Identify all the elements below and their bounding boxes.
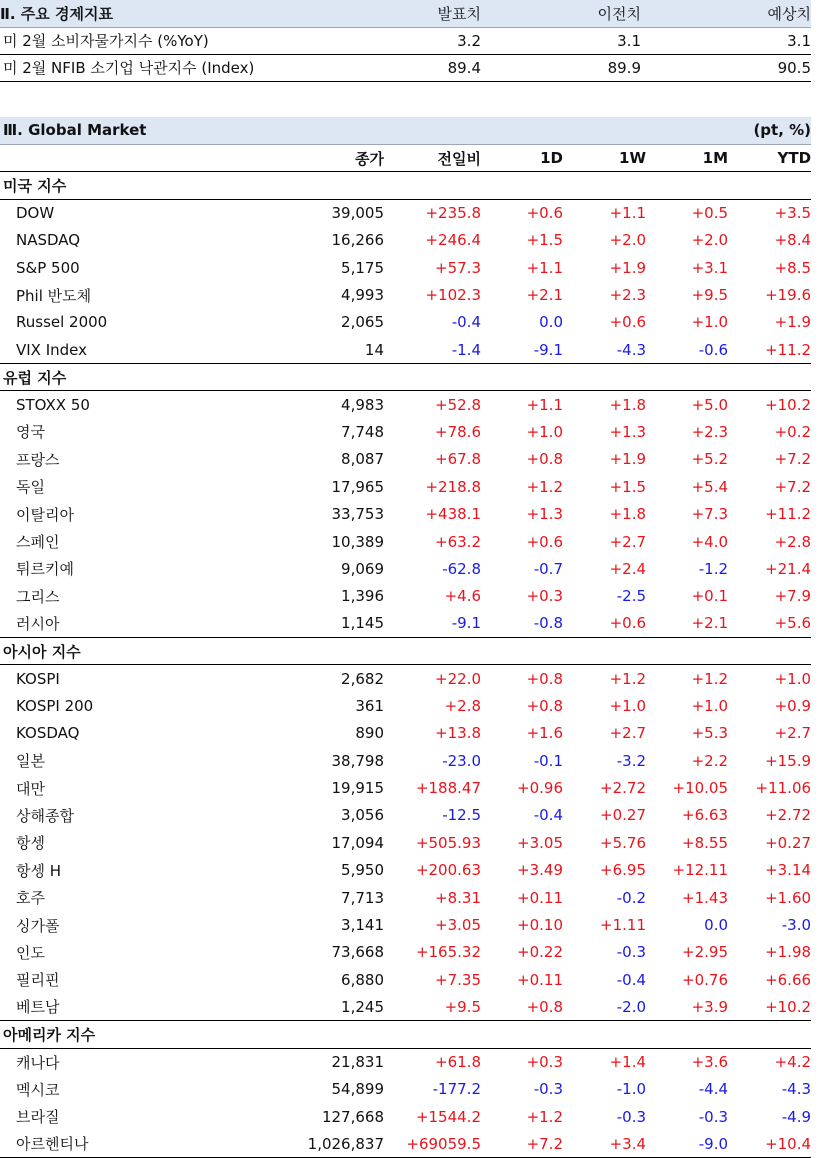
w1-value: +1.9 xyxy=(609,450,647,469)
index-row xyxy=(0,1103,811,1130)
change-value: +200.63 xyxy=(415,861,481,880)
index-row xyxy=(0,199,811,226)
change-value: +13.8 xyxy=(435,724,481,743)
ytd-value: +7.2 xyxy=(774,450,812,469)
m1-value: -1.2 xyxy=(698,559,729,578)
m1-value: +0.76 xyxy=(682,970,729,989)
change-value: +246.4 xyxy=(425,231,481,250)
index-name: 러시아 xyxy=(0,610,160,637)
d1-value: -0.8 xyxy=(481,610,563,637)
w1-value: +1.8 xyxy=(609,505,647,524)
index-name: 독일 xyxy=(16,478,45,497)
section-header-row xyxy=(0,364,811,391)
index-name: 캐나다 xyxy=(16,1053,60,1072)
section-title: 아시아 지수 xyxy=(0,637,811,664)
ytd-value: +11.2 xyxy=(765,505,812,524)
change-value: +102.3 xyxy=(425,286,481,305)
index-name: 아르헨티나 xyxy=(0,1130,160,1157)
change-value: +8.31 xyxy=(435,888,481,907)
close-value: 73,668 xyxy=(331,943,384,962)
w1-value: +2.7 xyxy=(609,724,647,743)
ytd-value: +15.9 xyxy=(765,751,812,770)
ytd-value: +2.8 xyxy=(774,532,812,551)
d1-value: +0.11 xyxy=(517,970,563,989)
close-value: 1,245 xyxy=(160,994,384,1021)
change-value: +61.8 xyxy=(435,1053,481,1072)
change-value: -12.5 xyxy=(442,806,481,825)
w1-value: +1.2 xyxy=(609,669,647,688)
indicators-title: Ⅱ. 주요 경제지표 xyxy=(0,0,286,27)
d1-value: -0.3 xyxy=(533,1080,563,1099)
m1-value: +1.43 xyxy=(682,888,729,907)
index-row xyxy=(0,720,811,747)
w1-value: -2.0 xyxy=(563,994,646,1021)
change-value: +22.0 xyxy=(435,669,481,688)
d1-value: -0.1 xyxy=(533,751,563,770)
change-value: +3.05 xyxy=(435,916,481,935)
ytd-value: +0.2 xyxy=(774,422,812,441)
ytd-value: +3.14 xyxy=(765,861,812,880)
change-value: +218.8 xyxy=(425,477,481,496)
index-row xyxy=(0,774,811,801)
w1-value: +1.8 xyxy=(609,395,647,414)
close-value: 54,899 xyxy=(331,1080,384,1099)
index-name: 스페인 xyxy=(16,533,60,552)
d1-value: +1.3 xyxy=(526,505,563,524)
index-row xyxy=(0,227,811,254)
ytd-value: +1.60 xyxy=(765,888,812,907)
index-name: KOSPI 200 xyxy=(16,696,94,715)
market-column-header xyxy=(0,144,811,171)
w1-value: -0.3 xyxy=(616,943,647,962)
m1-value: -0.6 xyxy=(646,336,728,363)
d1-value: +0.6 xyxy=(526,532,563,551)
index-name: 인도 xyxy=(16,943,45,962)
index-row xyxy=(0,1130,811,1157)
close-value: 17,094 xyxy=(331,833,384,852)
index-row xyxy=(0,254,811,281)
change-value: +235.8 xyxy=(425,204,481,223)
d1-value: +1.1 xyxy=(526,258,563,277)
section-title: 아메리카 지수 xyxy=(0,1021,811,1048)
close-value: 1,026,837 xyxy=(160,1130,384,1157)
change-value: +63.2 xyxy=(435,532,481,551)
index-name: 베트남 xyxy=(0,994,160,1021)
index-row xyxy=(0,665,811,692)
m1-value: +3.1 xyxy=(691,258,729,277)
index-name: 필리핀 xyxy=(16,971,60,990)
d1-value: +0.22 xyxy=(517,943,563,962)
m1-value: -4.4 xyxy=(698,1080,729,1099)
ytd-value: +5.6 xyxy=(728,610,811,637)
change-value: +438.1 xyxy=(425,505,481,524)
index-name: S&P 500 xyxy=(16,258,80,277)
d1-value: +1.1 xyxy=(526,395,563,414)
close-value: 39,005 xyxy=(331,204,384,223)
d1-value: +0.10 xyxy=(517,916,563,935)
close-value: 5,175 xyxy=(341,258,384,277)
ytd-value: -4.9 xyxy=(781,1107,812,1126)
w1-value: +1.5 xyxy=(609,477,647,496)
index-row xyxy=(0,911,811,938)
index-name: 항셍 H xyxy=(16,861,62,880)
m1-value: +1.0 xyxy=(691,696,729,715)
index-row xyxy=(0,391,811,418)
close-value: 33,753 xyxy=(331,505,384,524)
index-row xyxy=(0,583,811,610)
index-name: 상해종합 xyxy=(16,806,74,825)
m1-value: +0.1 xyxy=(691,587,729,606)
index-name: 일본 xyxy=(16,752,45,771)
close-value: 21,831 xyxy=(331,1053,384,1072)
index-name: VIX Index xyxy=(0,336,160,363)
index-row xyxy=(0,528,811,555)
ytd-value: +2.72 xyxy=(765,806,812,825)
ytd-value: +11.06 xyxy=(755,779,812,798)
w1-value: +1.1 xyxy=(609,204,647,223)
change-value: +188.47 xyxy=(415,779,481,798)
index-name: 그리스 xyxy=(16,587,60,606)
change-value: +1544.2 xyxy=(415,1107,481,1126)
m1-value: +5.4 xyxy=(691,477,729,496)
close-value: 16,266 xyxy=(331,231,384,250)
indicator-announced: 3.2 xyxy=(286,27,481,54)
close-value: 3,056 xyxy=(341,806,384,825)
change-value: -1.4 xyxy=(384,336,481,363)
close-value: 2,065 xyxy=(341,313,384,332)
index-row xyxy=(0,336,811,363)
indicator-previous: 3.1 xyxy=(481,27,641,54)
m1-value: 0.0 xyxy=(704,916,729,935)
close-value: 5,950 xyxy=(341,861,384,880)
index-row xyxy=(0,555,811,582)
close-value: 10,389 xyxy=(331,532,384,551)
close-value: 890 xyxy=(355,724,384,743)
index-name: 튀르키예 xyxy=(16,560,74,579)
d1-value: 0.0 xyxy=(539,313,563,332)
m1-value: +6.63 xyxy=(682,806,729,825)
section-header-row xyxy=(0,637,811,664)
section-title: 유럽 지수 xyxy=(0,364,811,391)
d1-value: +3.05 xyxy=(517,833,563,852)
m1-value: +2.3 xyxy=(691,422,729,441)
w1-value: +2.3 xyxy=(609,286,647,305)
index-row xyxy=(0,994,811,1021)
w1-value: -2.5 xyxy=(616,587,647,606)
ytd-value: +10.2 xyxy=(765,395,812,414)
index-row xyxy=(0,1048,811,1075)
section-header-row xyxy=(0,1021,811,1048)
close-value: 14 xyxy=(160,336,384,363)
index-name: DOW xyxy=(16,204,55,223)
change-value: -9.1 xyxy=(384,610,481,637)
d1-value: +1.0 xyxy=(526,422,563,441)
m1-value: +3.9 xyxy=(646,994,728,1021)
economic-indicators-table xyxy=(0,0,811,82)
w1-value: +1.3 xyxy=(609,422,647,441)
w1-value: +1.9 xyxy=(609,258,647,277)
change-value: +2.8 xyxy=(444,696,481,715)
w1-value: +0.6 xyxy=(609,313,647,332)
index-name: STOXX 50 xyxy=(16,395,90,414)
close-value: 7,713 xyxy=(341,888,384,907)
w1-value: +5.76 xyxy=(600,833,647,852)
m1-value: +8.55 xyxy=(682,833,729,852)
w1-value: +2.4 xyxy=(609,559,647,578)
market-title-row xyxy=(0,117,811,144)
index-name: 대만 xyxy=(16,779,45,798)
index-name: 브라질 xyxy=(16,1108,60,1127)
indicators-header xyxy=(0,0,811,27)
col-ytd: YTD xyxy=(728,144,811,171)
m1-value: +2.2 xyxy=(691,751,729,770)
w1-value: +3.4 xyxy=(563,1130,646,1157)
m1-value: +9.5 xyxy=(691,286,729,305)
close-value: 9,069 xyxy=(341,559,384,578)
close-value: 127,668 xyxy=(321,1107,384,1126)
index-name: 영국 xyxy=(16,423,45,442)
indicator-announced: 89.4 xyxy=(286,54,481,81)
index-row xyxy=(0,500,811,527)
ytd-value: +7.9 xyxy=(774,587,812,606)
indicator-name: 미 2월 소비자물가지수 (%YoY) xyxy=(0,27,286,54)
d1-value: +2.1 xyxy=(526,286,563,305)
change-value: -62.8 xyxy=(442,559,481,578)
d1-value: -0.7 xyxy=(533,559,563,578)
d1-value: +0.6 xyxy=(526,204,563,223)
m1-value: +5.0 xyxy=(691,395,729,414)
m1-value: +2.1 xyxy=(646,610,728,637)
market-title: Ⅲ. Global Market xyxy=(0,117,646,144)
w1-value: +1.0 xyxy=(609,696,647,715)
index-name: NASDAQ xyxy=(16,231,81,250)
indicator-previous: 89.9 xyxy=(481,54,641,81)
ytd-value: +0.9 xyxy=(774,696,812,715)
ytd-value: +8.5 xyxy=(774,258,812,277)
index-name: 싱가폴 xyxy=(16,916,60,935)
col-close: 종가 xyxy=(160,144,384,171)
change-value: +9.5 xyxy=(384,994,481,1021)
index-row xyxy=(0,884,811,911)
col-1w: 1W xyxy=(563,144,646,171)
ytd-value: +8.4 xyxy=(774,231,812,250)
global-market-table xyxy=(0,117,811,1158)
ytd-value: +1.9 xyxy=(774,313,812,332)
d1-value: +0.8 xyxy=(481,994,563,1021)
index-row xyxy=(0,857,811,884)
ytd-value: +10.2 xyxy=(728,994,811,1021)
change-value: +52.8 xyxy=(435,395,481,414)
w1-value: -3.2 xyxy=(616,751,647,770)
change-value: -177.2 xyxy=(432,1080,481,1099)
close-value: 38,798 xyxy=(331,751,384,770)
d1-value: -9.1 xyxy=(481,336,563,363)
d1-value: +0.8 xyxy=(526,696,563,715)
col-previous: 이전치 xyxy=(481,0,641,27)
section-title: 미국 지수 xyxy=(0,172,811,199)
indicator-row xyxy=(0,27,811,54)
change-value: +165.32 xyxy=(415,943,481,962)
close-value: 19,915 xyxy=(331,779,384,798)
index-row xyxy=(0,418,811,445)
m1-value: -0.3 xyxy=(698,1107,729,1126)
ytd-value: +2.7 xyxy=(774,724,812,743)
d1-value: +0.11 xyxy=(517,888,563,907)
change-value: -23.0 xyxy=(442,751,481,770)
ytd-value: +4.2 xyxy=(774,1053,812,1072)
indicator-row xyxy=(0,54,811,81)
ytd-value: -3.0 xyxy=(781,916,812,935)
ytd-value: +11.2 xyxy=(728,336,811,363)
col-forecast: 예상치 xyxy=(641,0,811,27)
d1-value: +1.2 xyxy=(526,477,563,496)
ytd-value: -4.3 xyxy=(781,1080,812,1099)
change-value: +67.8 xyxy=(435,450,481,469)
w1-value: -4.3 xyxy=(563,336,646,363)
ytd-value: +0.27 xyxy=(765,833,812,852)
d1-value: +1.5 xyxy=(526,231,563,250)
w1-value: -1.0 xyxy=(616,1080,647,1099)
m1-value: +1.0 xyxy=(691,313,729,332)
change-value: +57.3 xyxy=(435,258,481,277)
ytd-value: +10.4 xyxy=(728,1130,811,1157)
index-row xyxy=(0,829,811,856)
m1-value: +7.3 xyxy=(691,505,729,524)
col-1d: 1D xyxy=(481,144,563,171)
w1-value: +6.95 xyxy=(600,861,647,880)
index-row xyxy=(0,610,811,637)
section-header-row xyxy=(0,172,811,199)
index-name: KOSPI xyxy=(16,669,60,688)
d1-value: +1.2 xyxy=(526,1107,563,1126)
m1-value: +5.3 xyxy=(691,724,729,743)
col-change: 전일비 xyxy=(384,144,481,171)
index-row xyxy=(0,939,811,966)
m1-value: +4.0 xyxy=(691,532,729,551)
index-name: 호주 xyxy=(16,889,45,908)
index-row xyxy=(0,473,811,500)
index-name: KOSDAQ xyxy=(16,724,80,743)
close-value: 4,983 xyxy=(341,395,384,414)
col-announced: 발표치 xyxy=(286,0,481,27)
index-name: 프랑스 xyxy=(16,450,60,469)
close-value: 8,087 xyxy=(341,450,384,469)
indicator-forecast: 3.1 xyxy=(641,27,811,54)
index-name: 멕시코 xyxy=(16,1080,60,1099)
market-unit: (pt, %) xyxy=(646,117,811,144)
index-row xyxy=(0,802,811,829)
w1-value: +2.0 xyxy=(609,231,647,250)
m1-value: +2.95 xyxy=(682,943,729,962)
d1-value: +0.8 xyxy=(526,450,563,469)
d1-value: +0.8 xyxy=(526,669,563,688)
d1-value: +0.96 xyxy=(517,779,563,798)
m1-value: +2.0 xyxy=(691,231,729,250)
m1-value: +5.2 xyxy=(691,450,729,469)
d1-value: +1.6 xyxy=(526,724,563,743)
change-value: +78.6 xyxy=(435,422,481,441)
d1-value: -0.4 xyxy=(533,806,563,825)
index-row xyxy=(0,446,811,473)
index-row xyxy=(0,692,811,719)
change-value: +69059.5 xyxy=(384,1130,481,1157)
close-value: 361 xyxy=(355,696,384,715)
w1-value: +0.6 xyxy=(563,610,646,637)
w1-value: -0.2 xyxy=(616,888,647,907)
ytd-value: +19.6 xyxy=(765,286,812,305)
w1-value: -0.4 xyxy=(616,970,647,989)
index-name: 이탈리아 xyxy=(16,505,74,524)
change-value: +505.93 xyxy=(415,833,481,852)
col-1m: 1M xyxy=(646,144,728,171)
close-value: 7,748 xyxy=(341,422,384,441)
d1-value: +0.3 xyxy=(526,587,563,606)
ytd-value: +21.4 xyxy=(765,559,812,578)
m1-value: -9.0 xyxy=(646,1130,728,1157)
index-row xyxy=(0,1076,811,1103)
w1-value: +2.72 xyxy=(600,779,647,798)
close-value: 2,682 xyxy=(341,669,384,688)
ytd-value: +1.98 xyxy=(765,943,812,962)
index-row xyxy=(0,966,811,993)
close-value: 3,141 xyxy=(341,916,384,935)
index-row xyxy=(0,309,811,336)
d1-value: +0.3 xyxy=(526,1053,563,1072)
m1-value: +1.2 xyxy=(691,669,729,688)
close-value: 1,145 xyxy=(160,610,384,637)
index-row xyxy=(0,281,811,308)
change-value: +7.35 xyxy=(435,970,481,989)
w1-value: +0.27 xyxy=(600,806,647,825)
close-value: 4,993 xyxy=(341,286,384,305)
m1-value: +10.05 xyxy=(672,779,729,798)
change-value: -0.4 xyxy=(451,313,481,332)
index-name: Phil 반도체 xyxy=(16,286,92,305)
close-value: 1,396 xyxy=(341,587,384,606)
close-value: 6,880 xyxy=(341,970,384,989)
ytd-value: +7.2 xyxy=(774,477,812,496)
indicator-name: 미 2월 NFIB 소기업 낙관지수 (Index) xyxy=(0,54,286,81)
ytd-value: +6.66 xyxy=(765,970,812,989)
change-value: +4.6 xyxy=(444,587,481,606)
w1-value: +1.11 xyxy=(600,916,647,935)
ytd-value: +3.5 xyxy=(774,204,812,223)
indicator-forecast: 90.5 xyxy=(641,54,811,81)
index-name: Russel 2000 xyxy=(16,313,108,332)
index-name: 항셍 xyxy=(16,834,45,853)
w1-value: -0.3 xyxy=(616,1107,647,1126)
ytd-value: +1.0 xyxy=(774,669,812,688)
d1-value: +3.49 xyxy=(517,861,563,880)
m1-value: +12.11 xyxy=(672,861,729,880)
w1-value: +2.7 xyxy=(609,532,647,551)
d1-value: +7.2 xyxy=(481,1130,563,1157)
w1-value: +1.4 xyxy=(609,1053,647,1072)
close-value: 17,965 xyxy=(331,477,384,496)
index-row xyxy=(0,747,811,774)
m1-value: +3.6 xyxy=(691,1053,729,1072)
m1-value: +0.5 xyxy=(691,204,729,223)
